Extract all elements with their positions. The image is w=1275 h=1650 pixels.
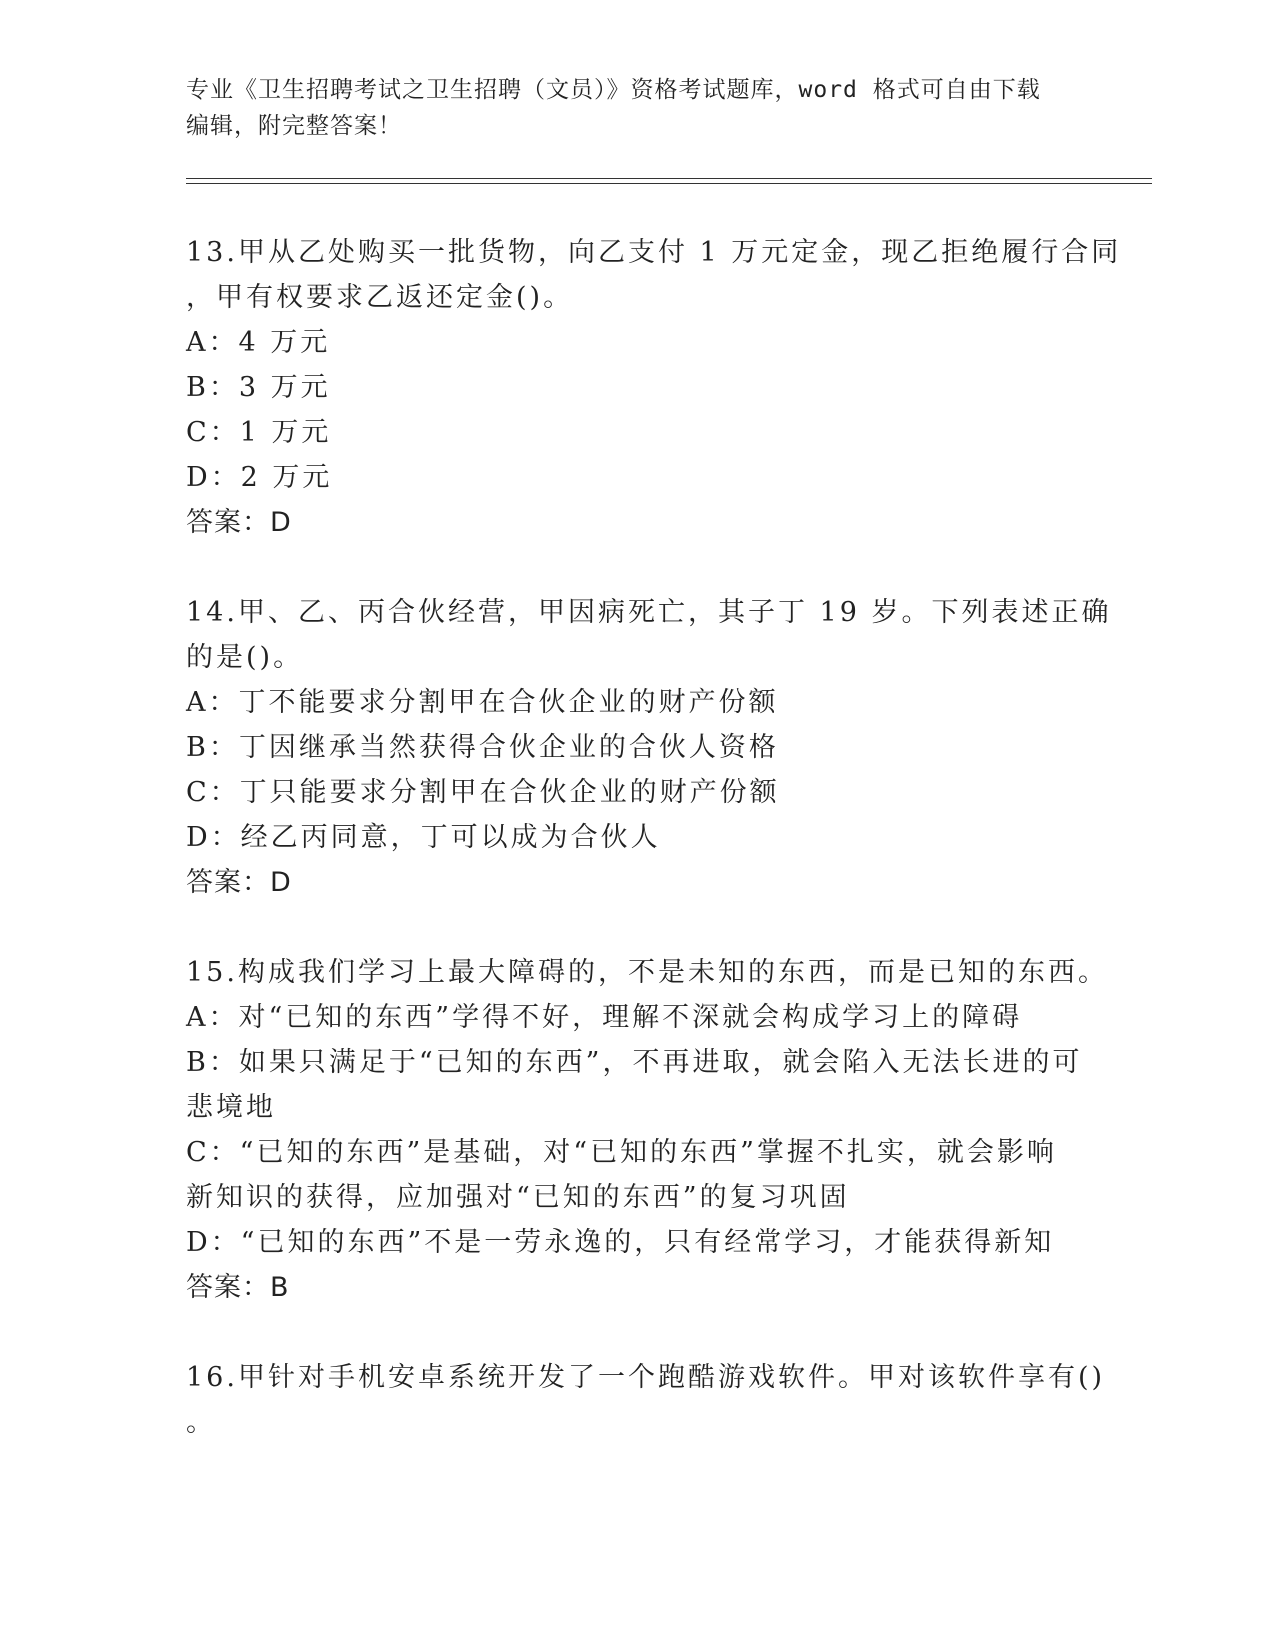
option-d: D：“已知的东西”不是一劳永逸的，只有经常学习，才能获得新知 (186, 1227, 1055, 1258)
answer: 答案：D (186, 867, 292, 898)
option-d: D：经乙丙同意，丁可以成为合伙人 (186, 822, 661, 853)
option-c: C：1 万元 (186, 417, 332, 448)
option-b: B：3 万元 (186, 372, 331, 403)
option-b: B：丁因继承当然获得合伙企业的合伙人资格 (186, 732, 779, 763)
question-16 (186, 1355, 1106, 1445)
option-a: A：对“已知的东西”学得不好，理解不深就会构成学习上的障碍 (186, 1002, 1023, 1033)
question-stem-line: 。 (186, 1407, 216, 1438)
option-c: C：丁只能要求分割甲在合伙企业的财产份额 (186, 777, 780, 808)
question-stem-line: 15.构成我们学习上最大障碍的，不是未知的东西，而是已知的东西。 (186, 957, 1108, 988)
question-stem-line: 的是()。 (186, 642, 304, 673)
question-13 (186, 230, 1122, 545)
header-line-2: 编辑，附完整答案！ (186, 113, 402, 139)
option-c: C：“已知的东西”是基础，对“已知的东西”掌握不扎实，就会影响 (186, 1137, 1057, 1168)
question-stem-line: 16.甲针对手机安卓系统开发了一个跑酷游戏软件。甲对该软件享有() (186, 1362, 1106, 1393)
option-b: B：如果只满足于“已知的东西”，不再进取，就会陷入无法长进的可 (186, 1047, 1083, 1078)
option-c-continued: 新知识的获得，应加强对“已知的东西”的复习巩固 (186, 1182, 850, 1213)
answer: 答案：B (186, 1272, 290, 1303)
question-15 (186, 950, 1108, 1310)
answer: 答案：D (186, 507, 292, 538)
option-a: A：4 万元 (186, 327, 331, 358)
option-a: A：丁不能要求分割甲在合伙企业的财产份额 (186, 687, 779, 718)
question-stem-line: 14.甲、乙、丙合伙经营，甲因病死亡，其子丁 19 岁。下列表述正确 (186, 597, 1112, 628)
option-d: D：2 万元 (186, 462, 333, 493)
header-divider (186, 178, 1152, 184)
document-header (186, 72, 1066, 144)
question-stem-line: ，甲有权要求乙返还定金()。 (186, 282, 574, 313)
option-b-continued: 悲境地 (186, 1092, 276, 1123)
question-14 (186, 590, 1112, 905)
header-line-1: 专业《卫生招聘考试之卫生招聘（文员）》资格考试题库，word 格式可自由下载 (186, 77, 1041, 103)
question-list (186, 230, 1122, 1490)
question-stem-line: 13.甲从乙处购买一批货物，向乙支付 1 万元定金，现乙拒绝履行合同 (186, 237, 1122, 268)
